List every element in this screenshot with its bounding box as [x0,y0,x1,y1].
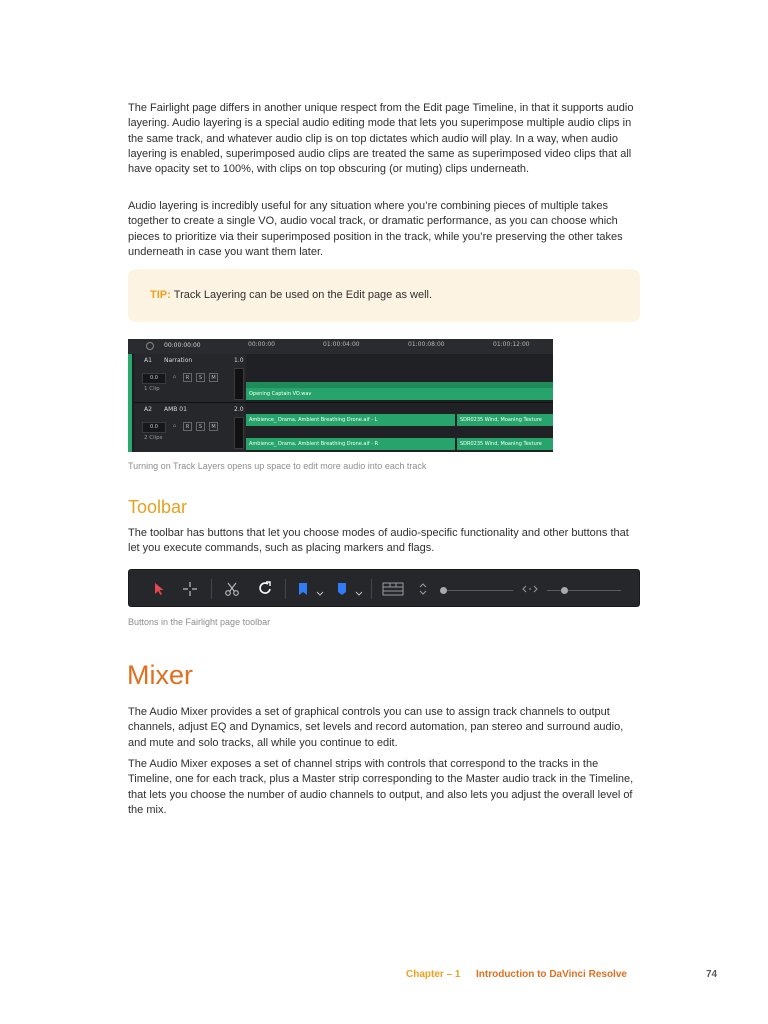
lock-icon[interactable]: ⌂ [172,374,177,380]
timeline-screenshot [128,339,553,452]
track-height-icon[interactable] [382,581,404,597]
razor-icon[interactable] [224,581,240,597]
range-select-icon[interactable] [182,581,198,597]
toolbar-divider [285,579,286,599]
ruler-tick: 01:00:04:00 [323,341,360,348]
tip-box [128,269,640,322]
track-header-a2 [134,403,246,452]
track-layer-indicator [128,354,132,452]
figure-caption: Buttons in the Fairlight page toolbar [128,617,271,627]
track-channels: 1.0 [234,357,244,364]
record-button[interactable]: R [183,422,192,431]
figure-caption: Turning on Track Layers opens up space to edit more audio into each track [128,461,427,471]
audio-meter [234,368,244,400]
section-heading-mixer: Mixer [127,660,193,690]
audio-meter [234,417,244,449]
ruler-tick: 01:00:12:00 [493,341,530,348]
audio-clip[interactable]: Ambience_ Drama, Ambient Breathing Drone.aif - R [246,438,455,450]
track-id: A1 [144,357,152,364]
solo-button[interactable]: S [196,422,205,431]
lock-icon[interactable]: ⌂ [172,423,177,429]
tip-label: TIP: [150,289,171,301]
footer-chapter: Chapter – 1 [406,969,461,980]
mixer-paragraph-1: The Audio Mixer provides a set of graphical controls you can use to assign track channels to output channels, adjust EQ and Dynamics, set levels and record automation, pan stereo and surround audio, and mute and solo tracks, all while you continue to edit. [128,706,624,749]
horizontal-zoom-track [547,590,621,591]
chevron-down-icon[interactable] [316,585,324,593]
record-button[interactable]: R [183,373,192,382]
chevron-down-icon[interactable] [355,585,363,593]
toolbar-divider [211,579,212,599]
track-name: AMB 01 [164,406,187,413]
section-heading-toolbar: Toolbar [128,497,188,517]
vertical-zoom-icon[interactable] [415,581,431,597]
body-paragraph-1: The Fairlight page differs in another unique respect from the Edit page Timeline, in that it supports audio layering. Audio layering is a special audio editing mode that lets you superimpose multiple audio clips in the same track, and whatever audio clip is on top dictates which audio will play. In a way, when audio layering is enabled, superimposed audio clips are treated the same as superimposed video clips that all have opacity set to 100%, with clips on top obscuring (or muting) clips underneath. [128,102,634,176]
ruler-tick: 00:00:00 [248,341,275,348]
zoom-slider-track [445,590,513,591]
timeline-ruler [246,339,553,355]
track-id: A2 [144,406,152,413]
timecode: 00:00:00:00 [164,342,201,349]
clip-count: 2 Clips [144,435,163,441]
audio-clip[interactable]: Ambience_ Drama, Ambient Breathing Drone.aif - L [246,414,455,426]
timeline-header [128,339,246,355]
pointer-icon[interactable] [151,581,167,597]
clip-count: 1 Clip [144,386,160,392]
mixer-paragraph-2: The Audio Mixer exposes a set of channel strips with controls that correspond to the tracks in the Timeline, one for each track, plus a Master strip corresponding to the Master audio track in the Timeline, that lets you choose the number of audio channels to output, and also lets you adjust the overall level of the mix. [128,758,634,816]
flag-icon[interactable] [334,581,350,597]
solo-button[interactable]: S [196,373,205,382]
audio-clip[interactable]: SDR0235 Wind, Moaning Texture [457,414,553,426]
horizontal-zoom-icon[interactable] [522,581,538,597]
ruler-tick: 01:00:08:00 [408,341,445,348]
horizontal-zoom-knob[interactable] [561,587,568,594]
body-paragraph-2: Audio layering is incredibly useful for any situation where you’re combining pieces of multiple takes together to create a single VO, audio vocal track, or dramatic performance, as you can choose which pieces to prioritize via their superimposed position in the track, while you’re preserving the other takes underneath in case you want them later. [128,200,623,258]
track-channels: 2.0 [234,406,244,413]
toolbar-paragraph: The toolbar has buttons that let you choose modes of audio-specific functionality and other buttons that let you execute commands, such as placing markers and flags. [128,527,629,555]
zoom-slider-knob[interactable] [440,587,447,594]
mute-button[interactable]: M [209,373,218,382]
audio-clip[interactable]: Opening Captain VO.wav [246,388,553,400]
page-number: 74 [706,969,718,980]
track-volume[interactable]: 0.0 [142,422,166,433]
snapping-icon[interactable] [257,581,273,597]
toolbar-screenshot [128,569,640,607]
tip-text: Track Layering can be used on the Edit page as well. [173,289,433,301]
toolbar-divider [371,579,372,599]
marker-icon[interactable] [295,581,311,597]
audio-clip[interactable]: SDR0235 Wind, Moaning Texture [457,438,553,450]
mute-button[interactable]: M [209,422,218,431]
track-lane-a2 [246,403,553,452]
track-lane-a1 [246,354,553,403]
footer-chapter-title: Introduction to DaVinci Resolve [476,969,627,980]
track-header-a1 [134,354,246,403]
clock-icon [146,342,154,350]
track-name: Narration [164,357,193,364]
track-volume[interactable]: 0.0 [142,373,166,384]
